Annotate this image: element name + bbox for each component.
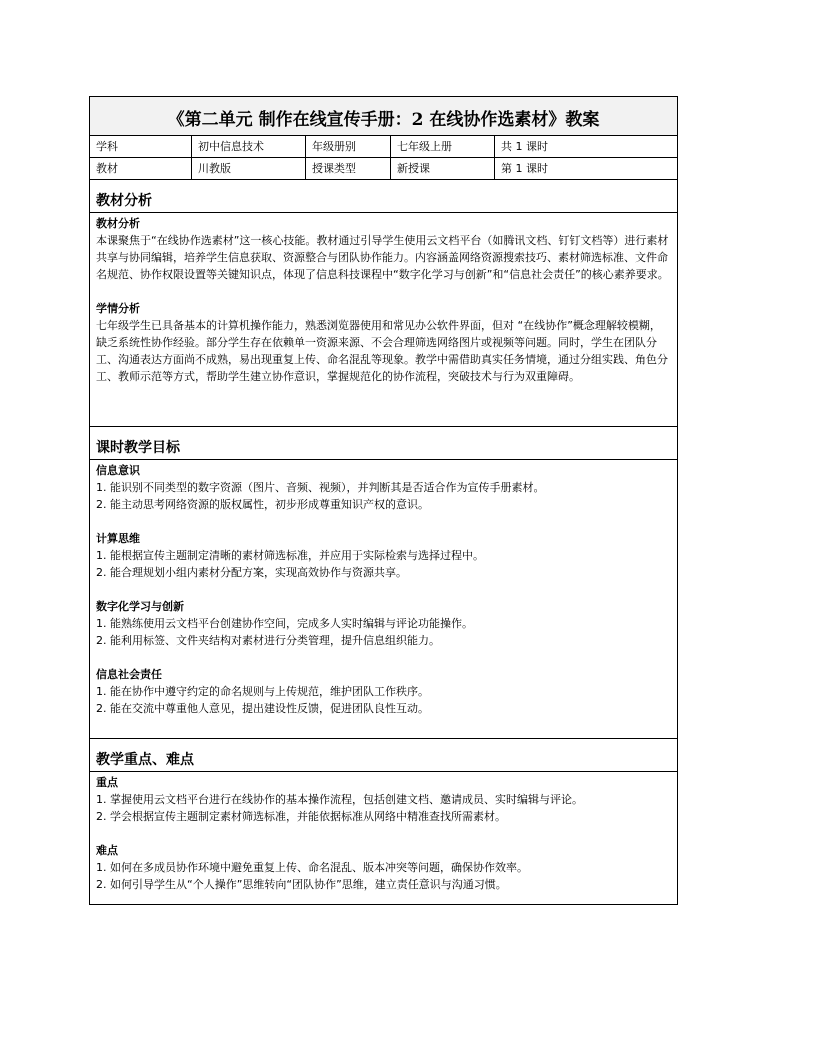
info-cell: 七年级上册 (391, 136, 495, 157)
info-cell: 年级册别 (306, 136, 391, 157)
list-item: 1. 能熟练使用云文档平台创建协作空间，完成多人实时编辑与评论功能操作。 (96, 617, 473, 630)
section-heading: 教学重点、难点 (90, 739, 677, 772)
info-cell: 初中信息技术 (192, 136, 306, 157)
section-heading: 课时教学目标 (90, 427, 677, 460)
info-cell: 第 1 课时 (501, 162, 548, 175)
info-cell: 授课类型 (306, 158, 391, 179)
spacer (96, 581, 671, 598)
info-cell: 共 1 课时 (501, 140, 548, 153)
section-heading: 教材分析 (90, 180, 677, 213)
paragraph: 本课聚焦于“在线协作选素材”这一核心技能。教材通过引导学生使用云文档平台（如腾讯文档、钉钉文档等）进行素材共享与协同编辑，培养学生信息获取、资源整合与团队协作能力。内容涵盖网络资源搜索技巧、素材筛选标准、文件命名规范、协作权限设置等关键知识点，体现了信息科技课程中“数字化学习与创新”和“信息社会责任”的核心素养要求。 (96, 234, 669, 281)
section-body (90, 772, 677, 893)
list-item: 2. 能合理规划小组内素材分配方案，实现高效协作与资源共享。 (96, 566, 407, 579)
lesson-plan-document (89, 96, 678, 905)
info-cell: 新授课 (391, 158, 495, 179)
section-body (90, 460, 677, 717)
info-cell: 学科 (90, 136, 192, 157)
list-item: 2. 能在交流中尊重他人意见，提出建设性反馈，促进团队良性互动。 (96, 702, 429, 715)
list-item: 1. 能识别不同类型的数字资源（图片、音频、视频），并判断其是否适合作为宣传手册素材。 (96, 481, 545, 494)
section-keypoints (90, 739, 677, 893)
info-row-1 (90, 136, 677, 158)
spacer (96, 649, 671, 666)
info-cell: 川教版 (192, 158, 306, 179)
subheading: 教材分析 (96, 217, 140, 230)
list-item: 1. 掌握使用云文档平台进行在线协作的基本操作流程，包括创建文档、邀请成员、实时编辑与评论。 (96, 793, 583, 806)
subheading: 学情分析 (96, 302, 140, 315)
subheading: 重点 (96, 776, 118, 789)
section-analysis (90, 180, 677, 427)
list-item: 1. 能根据宣传主题制定清晰的素材筛选标准，并应用于实际检索与选择过程中。 (96, 549, 484, 562)
subheading: 信息意识 (96, 464, 140, 477)
subheading: 计算思维 (96, 532, 140, 545)
spacer (96, 825, 671, 842)
list-item: 2. 能利用标签、文件夹结构对素材进行分类管理，提升信息组织能力。 (96, 634, 440, 647)
list-item: 2. 如何引导学生从“个人操作”思维转向“团队协作”思维，建立责任意识与沟通习惯。 (96, 878, 507, 891)
list-item: 1. 如何在多成员协作环境中避免重复上传、命名混乱、版本冲突等问题，确保协作效率。 (96, 861, 528, 874)
section-goals (90, 427, 677, 739)
spacer (96, 513, 671, 530)
section-body (90, 213, 677, 385)
subheading: 难点 (96, 844, 118, 857)
spacer (96, 283, 671, 300)
list-item: 2. 能主动思考网络资源的版权属性，初步形成尊重知识产权的意识。 (96, 498, 429, 511)
info-cell: 教材 (90, 158, 192, 179)
paragraph: 七年级学生已具备基本的计算机操作能力，熟悉浏览器使用和常见办公软件界面，但对 “在线协作”概念理解较模糊，缺乏系统性协作经验。部分学生存在依赖单一资源来源、不会合理筛选网络图片或视频等问题。同时，学生在团队分工、沟通表达方面尚不成熟，易出现重复上传、命名混乱等现象。教学中需借助真实任务情境，通过分组实践、角色分工、教师示范等方式，帮助学生建立协作意识，掌握规范化的协作流程，突破技术与行为双重障碍。 (96, 319, 668, 383)
document-title: 《第二单元 制作在线宣传手册：2 在线协作选素材》教案 (90, 97, 677, 136)
subheading: 信息社会责任 (96, 668, 162, 681)
info-row-2 (90, 158, 677, 180)
list-item: 2. 学会根据宣传主题制定素材筛选标准，并能依据标准从网络中精准查找所需素材。 (96, 810, 506, 823)
subheading: 数字化学习与创新 (96, 600, 184, 613)
list-item: 1. 能在协作中遵守约定的命名规则与上传规范，维护团队工作秩序。 (96, 685, 429, 698)
